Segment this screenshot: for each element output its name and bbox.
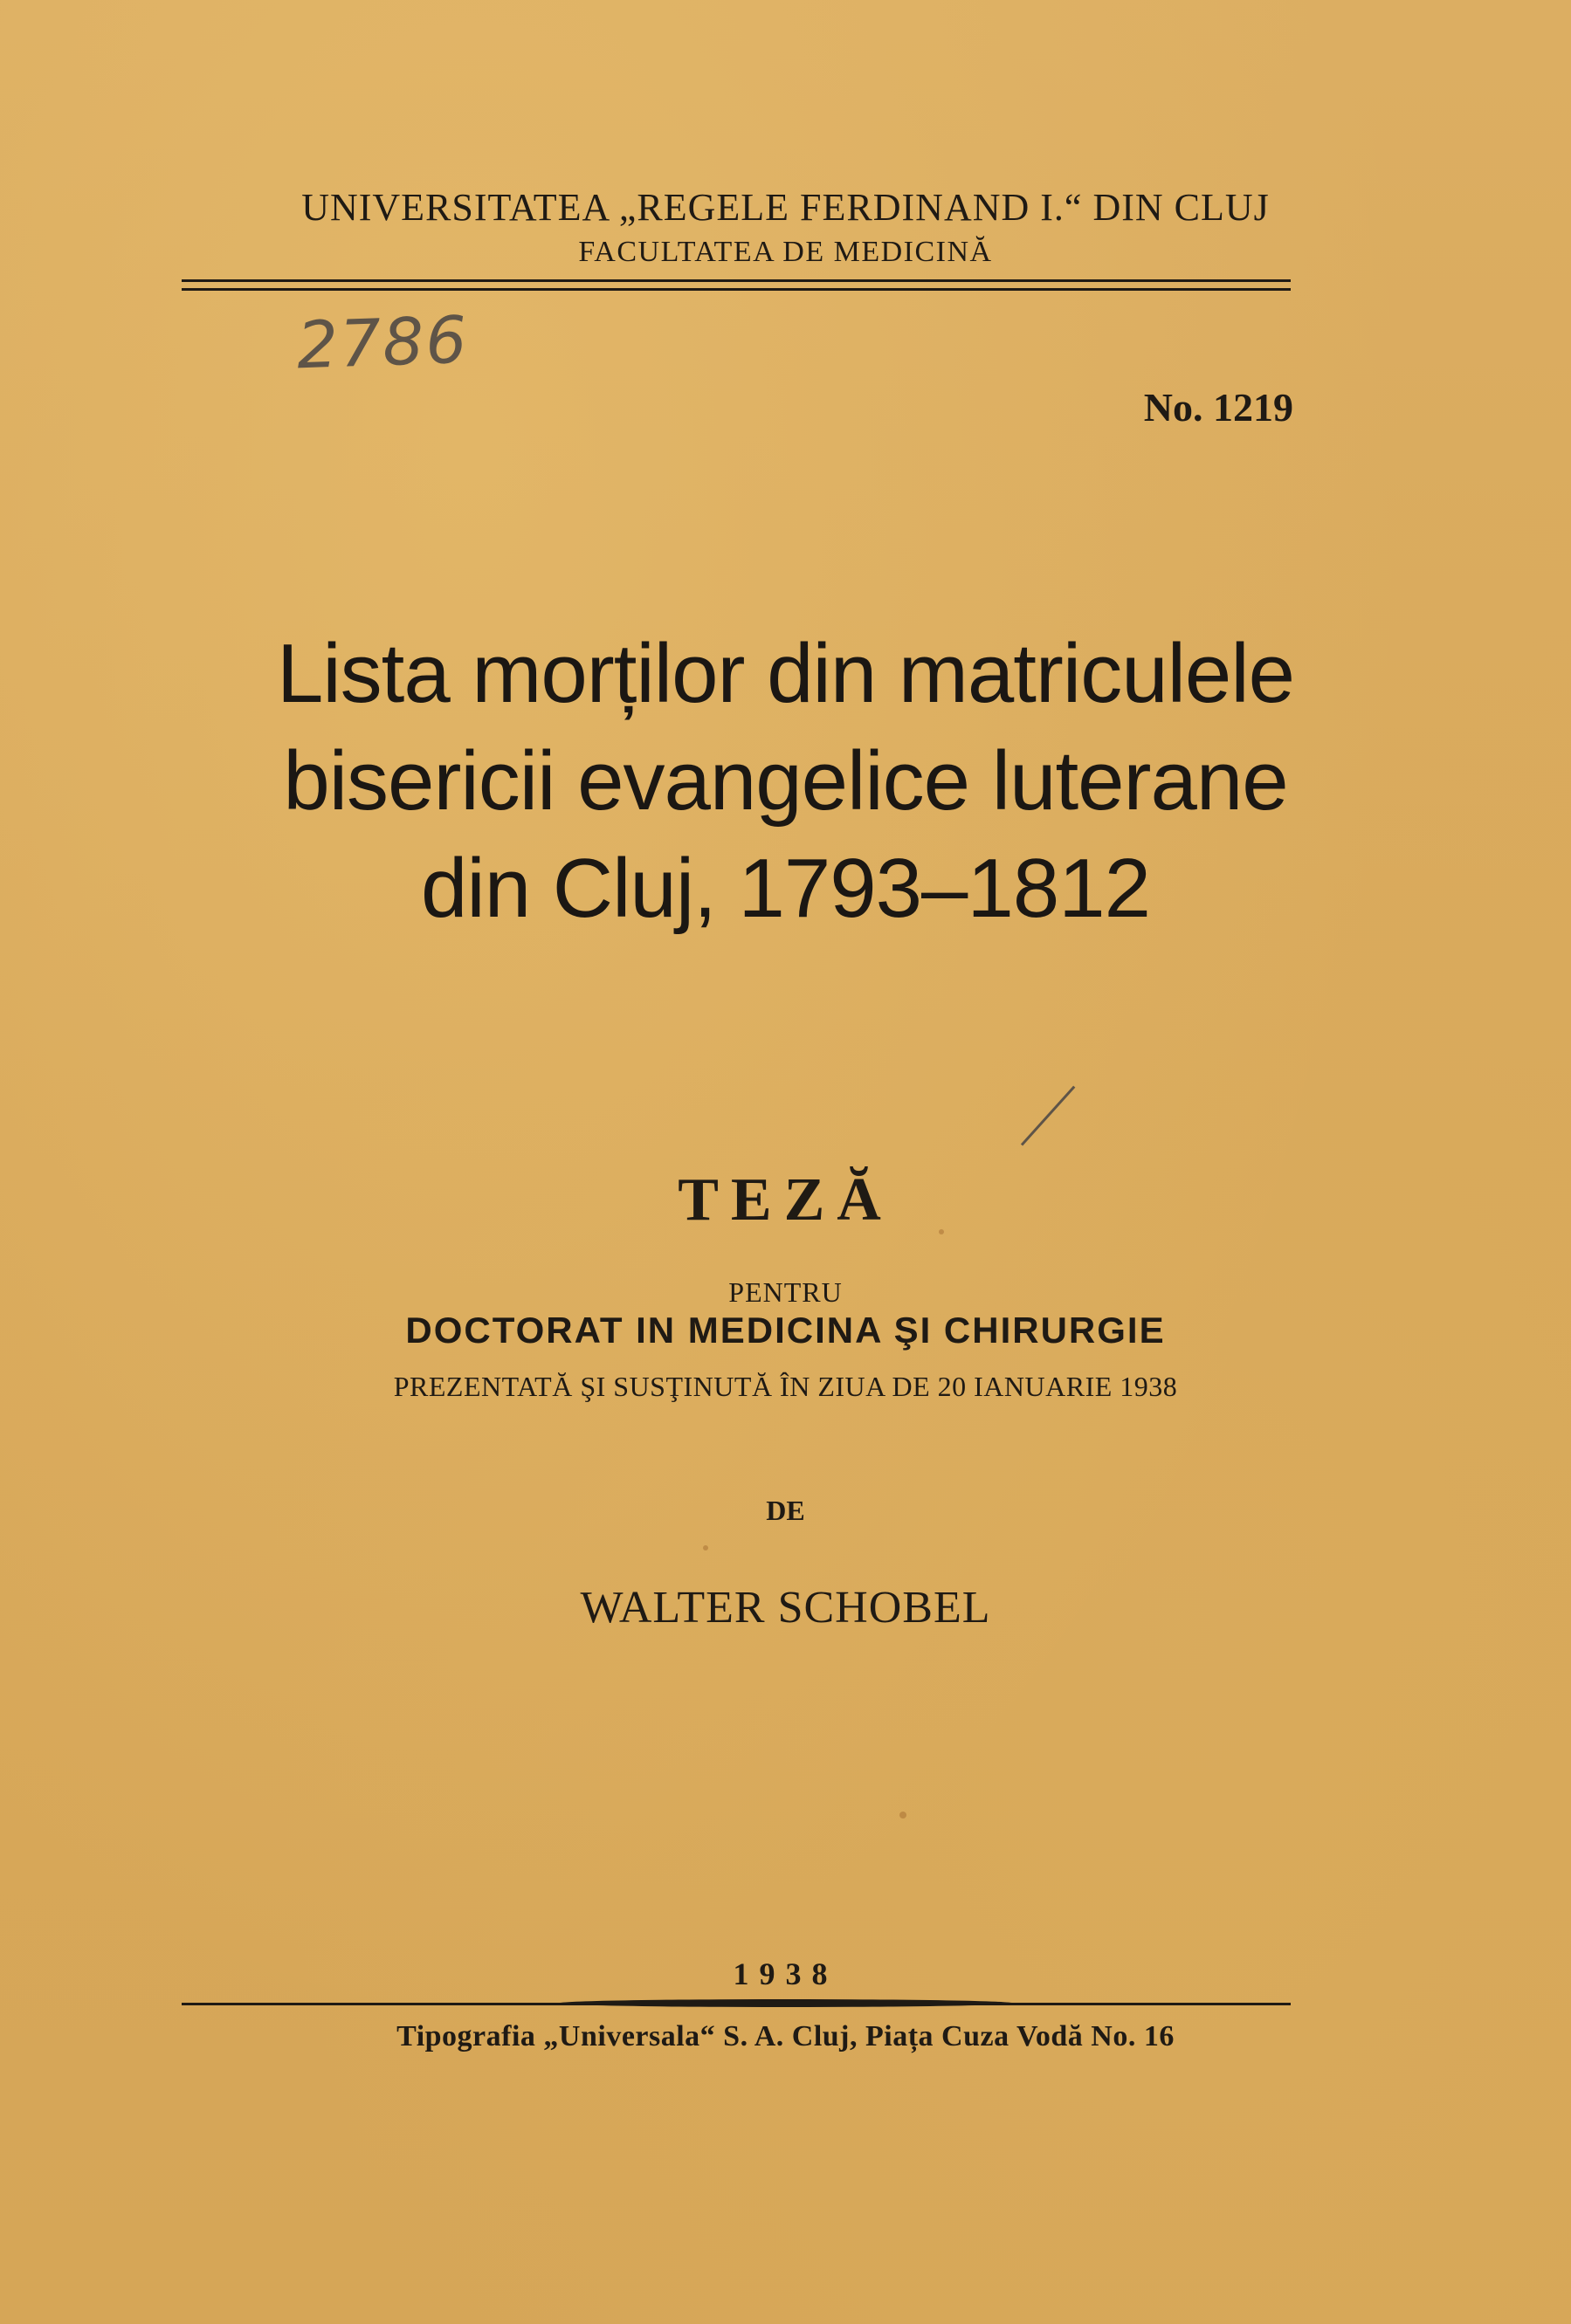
handwritten-note: 2786 [295,302,470,384]
publication-year: 1938 [733,1956,838,1991]
header-rule-top [182,279,1291,282]
header-rule-bottom [182,288,1291,291]
thesis-by: DE [766,1495,805,1526]
thesis-degree: DOCTORAT IN MEDICINA ŞI CHIRURGIE [405,1310,1166,1351]
faculty-name: FACULTATEA DE MEDICINĂ [578,236,993,268]
title-line-3: din Cluj, 1793–1812 [420,842,1150,935]
thesis-label: TEZĂ [678,1166,893,1234]
footer-rule-swell [559,1999,1013,2007]
thesis-pentru: PENTRU [728,1276,843,1308]
paper-spot [939,1229,944,1234]
author-name: WALTER SCHOBEL [580,1583,991,1633]
paper-spot [703,1545,708,1550]
thesis-presented-date: PREZENTATĂ ŞI SUSŢINUTĂ ÎN ZIUA DE 20 IANUARIE 1938 [393,1371,1178,1402]
title-line-2: bisericii evangelice luterane [283,734,1288,828]
printer-imprint: Tipografia „Universala“ S. A. Cluj, Piața Cuza Vodă No. 16 [396,2020,1175,2052]
pencil-mark [1021,1086,1075,1146]
paper-spot [899,1812,906,1819]
thesis-number: No. 1219 [1143,385,1293,430]
title-line-1: Lista morților din matriculele [276,627,1295,720]
university-name: UNIVERSITATEA „REGELE FERDINAND I.“ DIN CLUJ [301,186,1270,229]
